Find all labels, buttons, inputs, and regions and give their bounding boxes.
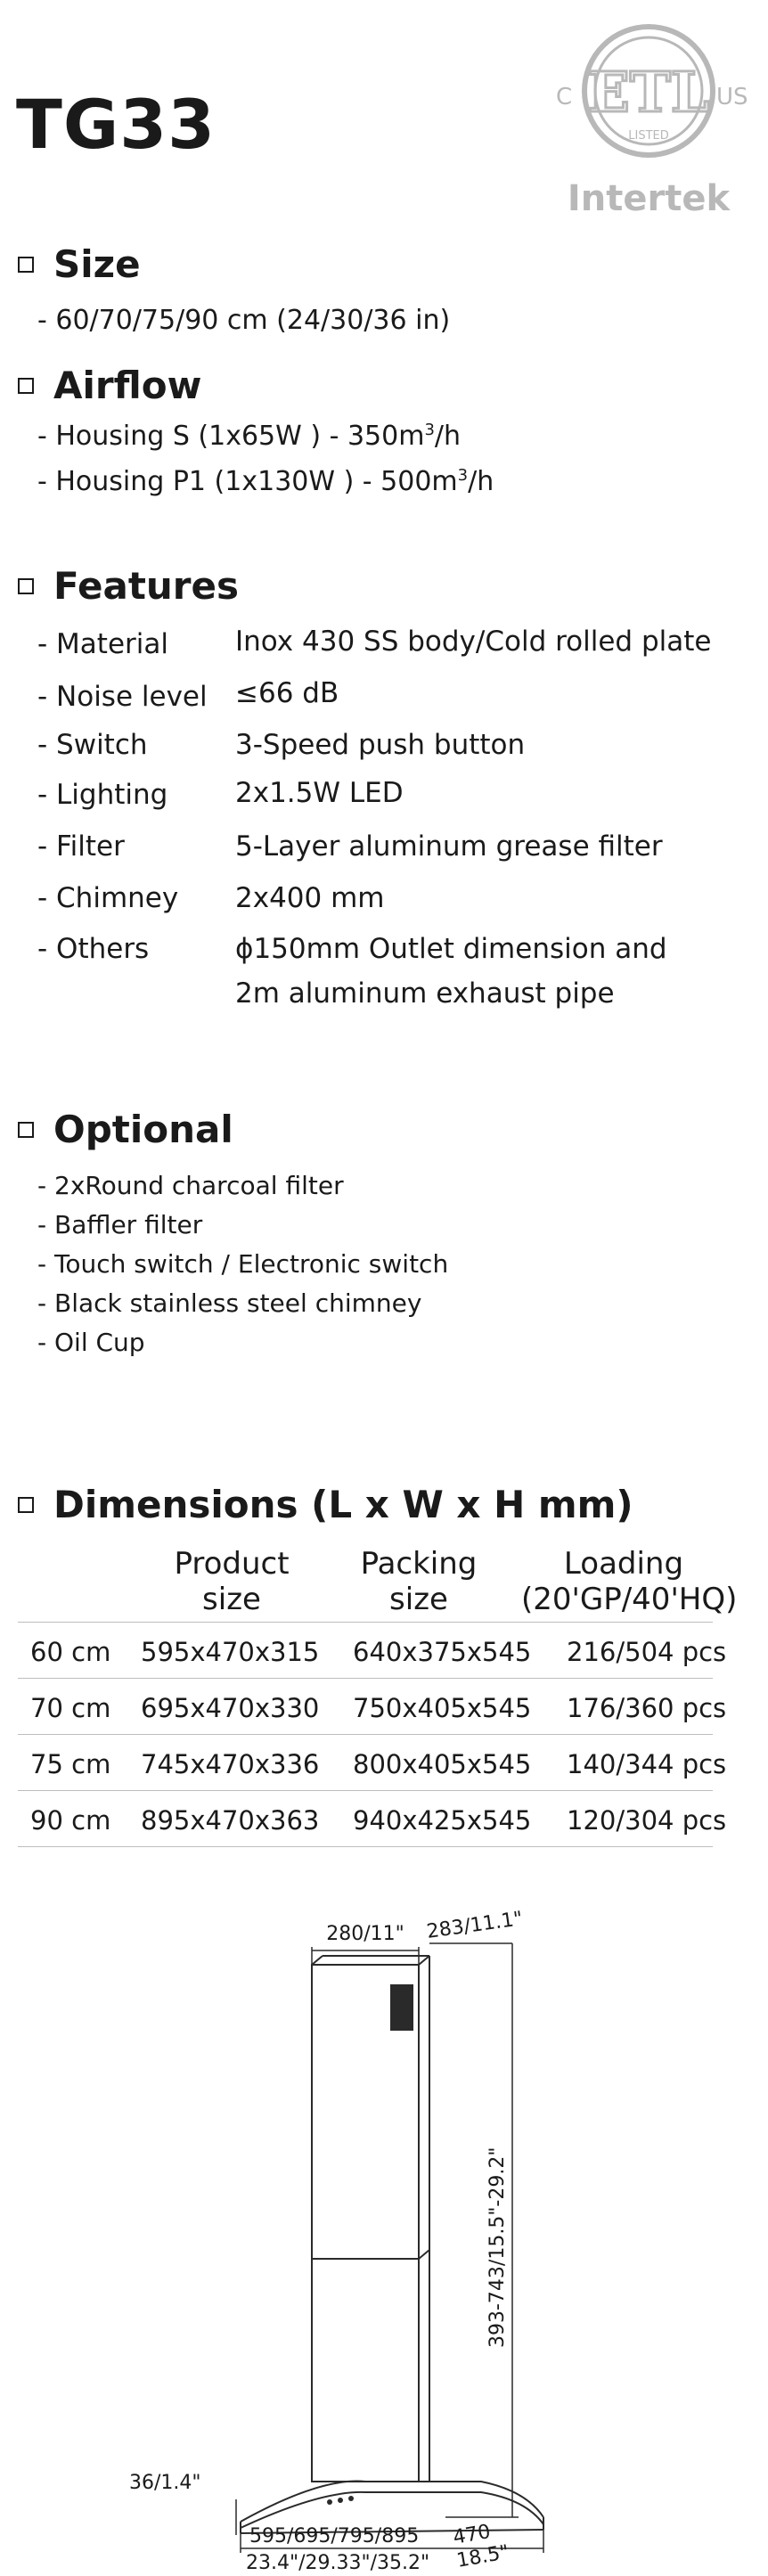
feature-key-switch: - Switch bbox=[37, 729, 148, 761]
section-optional-label: Optional bbox=[53, 1108, 233, 1151]
glass-canopy bbox=[241, 2482, 543, 2522]
section-features bbox=[18, 564, 239, 608]
glass-thickness-label: 36/1.4" bbox=[129, 2472, 201, 2494]
feature-key-others: - Others bbox=[37, 933, 150, 965]
checkbox-icon bbox=[18, 578, 34, 594]
section-features-label: Features bbox=[53, 564, 239, 608]
intertek-brand: Intertek bbox=[567, 178, 731, 219]
table-row: 75 cm 745x470x336 800x405x545 140/344 pcs bbox=[18, 1734, 713, 1790]
depth-mm-label: 470 bbox=[451, 2520, 493, 2549]
feature-value-material: Inox 430 SS body/Cold rolled plate bbox=[235, 626, 712, 658]
table-row: 90 cm 895x470x363 940x425x545 120/304 pcs bbox=[18, 1790, 713, 1847]
airflow-line-2: - Housing P1 (1x130W ) - $500m^3/h$ bbox=[37, 466, 494, 497]
checkbox-icon bbox=[18, 257, 34, 273]
feature-key-material: - Material bbox=[37, 628, 168, 660]
width-mm-label: 595/695/795/895 bbox=[249, 2525, 420, 2547]
size-line: - 60/70/75/90 cm (24/30/36 in) bbox=[37, 305, 451, 336]
table-header bbox=[18, 1546, 738, 1622]
header-packing: Packing size bbox=[360, 1546, 478, 1617]
us-mark: US bbox=[716, 84, 748, 110]
section-airflow-label: Airflow bbox=[53, 364, 202, 407]
feature-value-filter: 5-Layer aluminum grease filter bbox=[235, 830, 663, 863]
feature-value-switch: 3-Speed push button bbox=[235, 729, 526, 761]
lower-chimney bbox=[312, 2259, 419, 2482]
feature-key-lighting: - Lighting bbox=[37, 779, 168, 811]
feature-key-filter: - Filter bbox=[37, 830, 125, 863]
etl-letters: ETL bbox=[587, 60, 710, 125]
airflow-line-1: - Housing S (1x65W ) - $350m^3/h$ bbox=[37, 421, 462, 452]
product-title: TG33 bbox=[16, 85, 216, 164]
table-row: 70 cm 695x470x330 750x405x545 176/360 pcs bbox=[18, 1678, 713, 1734]
feature-value-others-line2: 2m aluminum exhaust pipe bbox=[235, 977, 615, 1010]
etl-listed-logo bbox=[538, 20, 759, 225]
section-size bbox=[18, 242, 141, 286]
feature-value-chimney: 2x400 mm bbox=[235, 882, 385, 914]
checkbox-icon bbox=[18, 1497, 34, 1513]
section-dimensions bbox=[18, 1483, 633, 1526]
table-row: 60 cm 595x470x315 640x375x545 216/504 pcs bbox=[18, 1622, 713, 1678]
c-mark: C bbox=[556, 84, 573, 110]
top-width-label: 280/11" bbox=[326, 1923, 404, 1945]
feature-key-chimney: - Chimney bbox=[37, 882, 179, 914]
depth-in-label: 18.5" bbox=[454, 2541, 511, 2572]
outlet-vent-icon bbox=[390, 1984, 413, 2031]
checkbox-icon bbox=[18, 378, 34, 394]
optional-item: - Baffler filter bbox=[37, 1210, 203, 1239]
height-label: 393-743/15.5"-29.2" bbox=[486, 2147, 509, 2348]
optional-item: - Black stainless steel chimney bbox=[37, 1288, 422, 1318]
section-optional bbox=[18, 1108, 233, 1151]
header-loading: Loading (20'GP/40'HQ) bbox=[521, 1546, 738, 1617]
width-in-label: 23.4"/29.33"/35.2" bbox=[246, 2552, 430, 2574]
hood-dimension-drawing bbox=[129, 1893, 650, 2574]
section-airflow bbox=[18, 364, 201, 407]
feature-key-noise: - Noise level bbox=[37, 681, 208, 713]
dimensions-table bbox=[18, 1546, 738, 1847]
optional-item: - 2xRound charcoal filter bbox=[37, 1171, 344, 1200]
optional-item: - Oil Cup bbox=[37, 1328, 145, 1357]
optional-item: - Touch switch / Electronic switch bbox=[37, 1249, 449, 1279]
checkbox-icon bbox=[18, 1122, 34, 1138]
section-dimensions-label: Dimensions (L x W x H mm) bbox=[53, 1483, 633, 1526]
feature-value-others: ϕ150mm Outlet dimension and bbox=[235, 933, 667, 965]
section-size-label: Size bbox=[53, 242, 141, 286]
listed-text: LISTED bbox=[628, 129, 669, 143]
top-depth-label: 283/11.1" bbox=[425, 1908, 525, 1943]
header-product: Product size bbox=[174, 1546, 290, 1617]
feature-value-noise: ≤66 dB bbox=[235, 677, 339, 709]
feature-value-lighting: 2x1.5W LED bbox=[235, 777, 404, 809]
